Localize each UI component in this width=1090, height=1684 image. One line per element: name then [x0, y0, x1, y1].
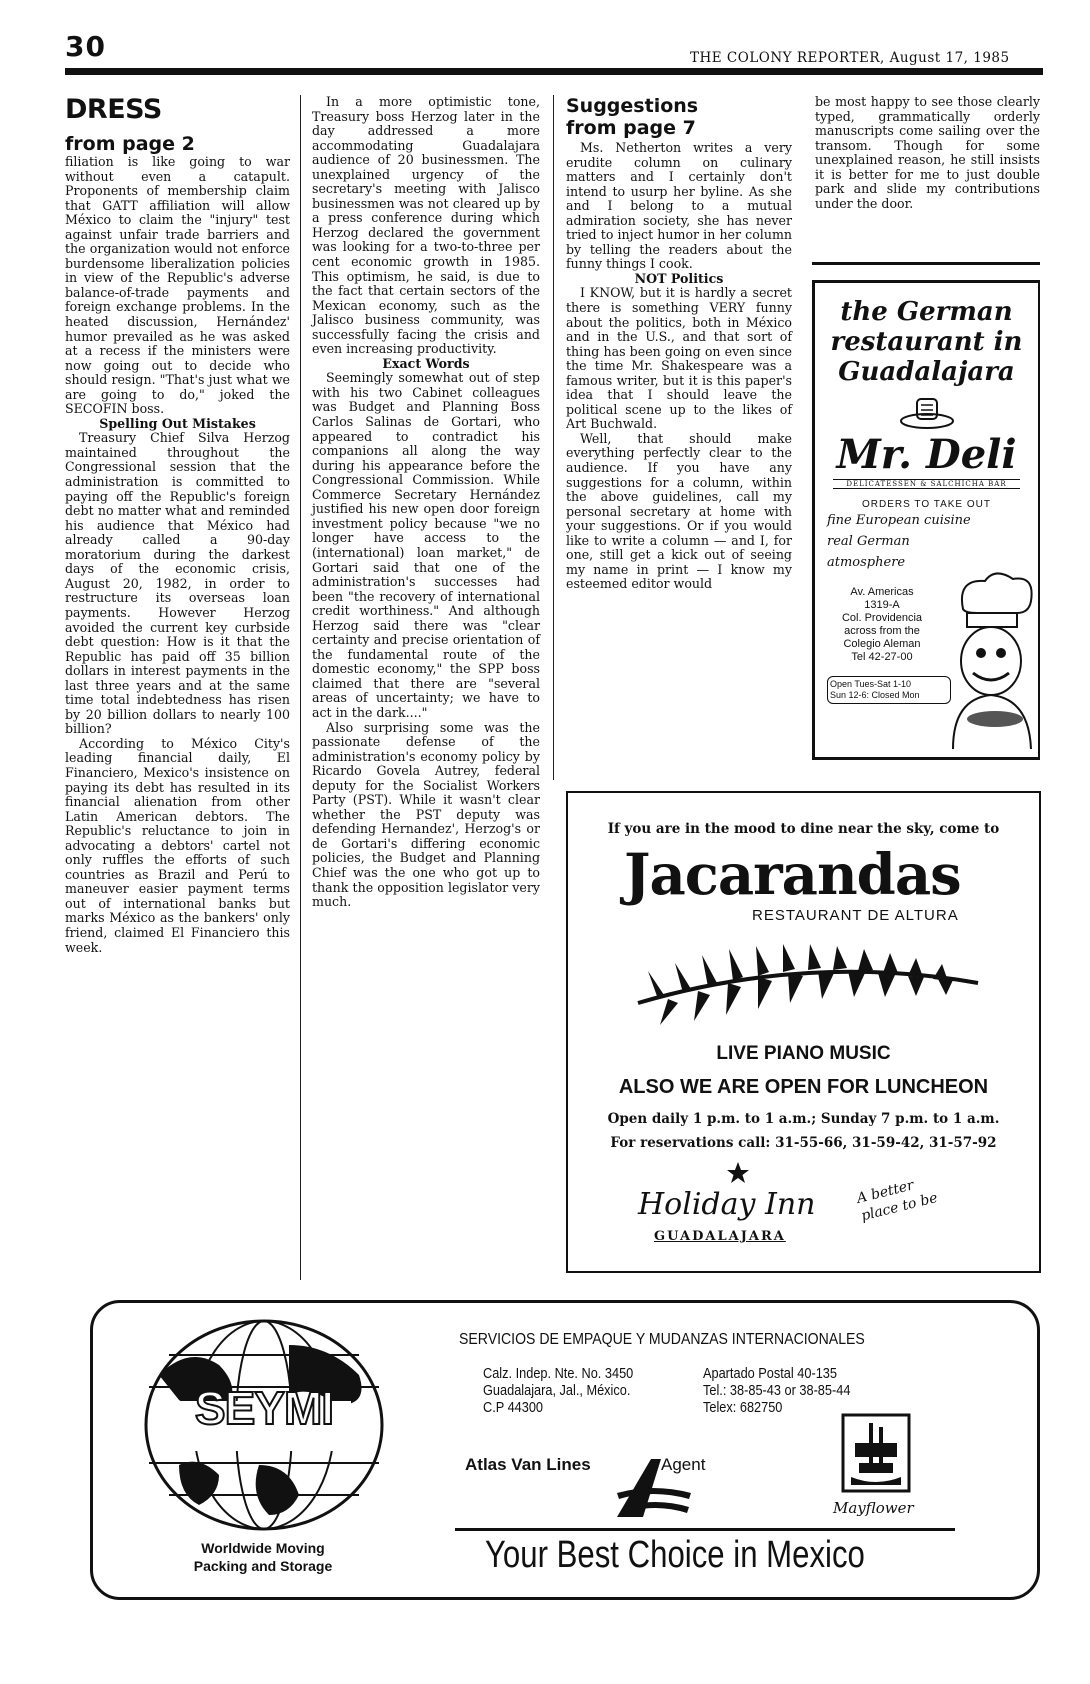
ad-slogan: Your Best Choice in Mexico [485, 1534, 865, 1576]
atlas-logo-icon [613, 1453, 693, 1523]
ad-takeout: ORDERS TO TAKE OUT [862, 499, 991, 510]
ad-rule [455, 1528, 955, 1531]
paragraph: Ms. Netherton writes a very erudite column on culinary matters and I certainly don't intend to usurp her byline. As she and I belong to a mutual admiration society, she has never tried to inject humor in her column by telling the readers about the funny things I cook. [566, 140, 792, 272]
ad-address: 1319-A [864, 599, 900, 611]
article-column-1 [65, 95, 290, 955]
ad-atlas-agent: Agent [661, 1455, 706, 1474]
ad-city: GUADALAJARA [654, 1229, 786, 1244]
article-title-suggestions: Suggestions [566, 95, 699, 117]
page-number: 30 [65, 30, 106, 63]
ad-headline: the German restaurant in Guadalajara [830, 297, 1023, 387]
ad-address: Col. Providencia [841, 612, 923, 624]
subheading: Spelling Out Mistakes [99, 415, 256, 431]
paragraph: According to México City's leading financial daily, El Financiero, Mexico's insistence on paying its debt has resulted in its financial alienation from other Latin American debtors. The Republic's reluctance to join in advocating a debtors' cartel not only ruffles the efforts of such countries as Brazil and Perú to maneuver easier payment terms out of international banks but marks México as the bankers' only friend, claimed El Financiero this week. [65, 735, 290, 955]
ad-line: Worldwide Moving [201, 1540, 325, 1556]
star-icon [726, 1161, 750, 1185]
ad-address: Apartado Postal 40-135 [703, 1365, 837, 1382]
ad-address: across from the [844, 625, 920, 637]
paragraph: Seemingly somewhat out of step with his two Cabinet colleagues was Budget and Planning Boss Carlos Salinas de Gortari, who appeared to contradict his companions all along the way during his appearance before the Congressional Commission. While Commerce Secretary Hernández justified his new open door foreign investment policy because "we no longer have access to the (international) loan market," de Gortari said that one of the administration's successes had been "the recovery of international credit worthiness." And although Herzog said there was "clear certainty and precise orientation of the fundamental route of the domestic economy," the SPP boss claimed that there are "several areas of uncertainty; we have to act in the dark...." [312, 370, 540, 720]
palm-frond-icon [628, 943, 988, 1033]
mayflower-logo-icon [841, 1413, 911, 1493]
ad-telex: Telex: 682750 [703, 1399, 783, 1416]
continued-from: from page 2 [65, 133, 195, 155]
article-title-dress: DRESS [65, 94, 162, 125]
column-divider [553, 95, 554, 780]
ad-line: Packing and Storage [193, 1558, 333, 1574]
chef-illustration-icon [943, 569, 1038, 749]
ad-phone: Tel.: 38-85-43 or 38-85-44 [703, 1382, 851, 1399]
article-column-3 [566, 95, 792, 592]
paragraph: Treasury Chief Silva Herzog maintained throughout the Congressional session that the administration is committed to paying off the Republic's foreign debt no matter what and reminded his audience that México had already called a 90-day moratorium during the darkest days of the economic crisis, August 20, 1982, in order to restructure its overseas loan payments. However Herzog avoided the current key curbside debt question: How is it that the Republic has paid off 35 billion dollars in interest payments in the last three years and at the same time total indebtedness has risen by 20 billion dollars to nearly 100 billion? [65, 430, 290, 737]
ad-globe-text: SEYMI [194, 1382, 334, 1434]
ad-brand: Mr. Deli [836, 431, 1017, 478]
ad-hours: Sun 12-6: Closed Mon [830, 690, 920, 700]
ad-address: C.P 44300 [483, 1399, 544, 1416]
paragraph: I KNOW, but it is hardly a secret there is something VERY funny about the politics, both in México and in the U.S., and that sort of thing has been going on even since the time Mr. Shakespeare was a famous writer, but it is this paper's idea that I should leave the political scene up to the likes of Art Buchwald. [566, 285, 792, 432]
ad-subtitle: DELICATESSEN & SALCHICHA BAR [833, 479, 1020, 489]
ad-mr-deli [812, 280, 1040, 760]
ad-jacarandas [566, 791, 1041, 1273]
paragraph: be most happy to see those clearly typed, grammatically orderly manuscripts come sailing over the transom. Though for some unexplained reason, he still insists it is better for me to just double park and slide my contributions under the door. [815, 94, 1040, 211]
article-column-4 [815, 95, 1040, 211]
ad-services: SERVICIOS DE EMPAQUE Y MUDANZAS INTERNACIONALES [459, 1331, 865, 1348]
paragraph: Also surprising some was the passionate defense of the administration's economy policy by Ricardo Govela Autrey, federal deputy for the Socialist Workers Party (PST). While it wasn't clear whether the PST deputy was defending Hernandez', Herzog's or de Gortari's differing economic policies, the Budget and Planning Chief was the one who got up to thank the opposition legislator very much. [312, 719, 540, 910]
ad-lead: If you are in the mood to dine near the sky, come to [607, 821, 1000, 837]
continued-from: from page 7 [566, 117, 696, 139]
ad-mayflower: Mayflower [833, 1499, 914, 1517]
column-divider [300, 95, 301, 1280]
ad-slogan: A better place to be [855, 1177, 940, 1225]
ad-atlas: Atlas Van Lines [465, 1455, 591, 1474]
article-column-2 [312, 95, 540, 910]
ad-phone: For reservations call: 31-55-66, 31-59-42, 31-57-92 [610, 1135, 997, 1151]
ad-hours: Open Tues-Sat 1-10 [830, 679, 912, 689]
deli-emblem-icon [897, 391, 957, 429]
ad-seymi [90, 1300, 1040, 1600]
ad-line: ALSO WE ARE OPEN FOR LUNCHEON [618, 1076, 989, 1098]
ad-hours: Open daily 1 p.m. to 1 a.m.; Sunday 7 p.m. to 1 a.m. [607, 1111, 1000, 1127]
paragraph: filiation is like going to war without even a catapult. Proponents of membership claim that GATT affiliation will allow México to claim the "injury" test against unfair trade barriers and the organization would not enforce burdensome liberalization policies in view of the Republic's adverse balance-of-trade payments and foreign exchange problems. In the heated discussion, Hernández' humor prevailed as he was asked at a recess if the ministers were now going out to decide who should resign. "That's just what we are going to do," joked the SECOFIN boss. [65, 154, 290, 417]
ad-line: fine European cuisine [827, 513, 971, 528]
ad-address: Guadalajara, Jal., México. [483, 1382, 631, 1399]
ad-brand: Jacarandas [624, 842, 961, 908]
ad-line: LIVE PIANO MUSIC [716, 1043, 891, 1064]
paragraph: In a more optimistic tone, Treasury boss Herzog later in the day addressed a more accommodating Guadalajara audience of 20 businessmen. The unexplained urgency of the secretary's meeting with Jalisco businessmen was not cleared up by a press conference during which Herzog declared the government was looking for a two-to-three per cent economic growth in 1985. This optimism, he said, is due to the fact that certain sectors of the Mexican economy, such as the Jalisco business community, was successfully facing the crisis and even increasing productivity. [312, 94, 540, 357]
subheading: NOT Politics [634, 270, 724, 286]
ad-address: Calz. Indep. Nte. No. 3450 [483, 1365, 634, 1382]
header-rule [65, 68, 1043, 75]
ad-line: real German [827, 534, 910, 549]
running-head: THE COLONY REPORTER, August 17, 1985 [690, 50, 1010, 66]
ad-phone: Tel 42-27-00 [851, 651, 913, 663]
column-rule [812, 262, 1040, 265]
paragraph: Well, that should make everything perfectly clear to the audience. If you have any suggestions for a column, within the above guidelines, call my personal secretary at home with your suggestions. Or if you would like to write a column — and I, for one, still get a kick out of seeing my name in print — I know my esteemed editor would [566, 430, 792, 592]
subheading: Exact Words [382, 355, 470, 371]
ad-address: Colegio Aleman [843, 638, 921, 650]
ad-line: atmosphere [827, 555, 906, 570]
ad-address: Av. Americas [850, 586, 914, 598]
ad-hotel-brand: Holiday Inn [638, 1187, 816, 1222]
ad-subtitle: RESTAURANT DE ALTURA [752, 907, 959, 924]
